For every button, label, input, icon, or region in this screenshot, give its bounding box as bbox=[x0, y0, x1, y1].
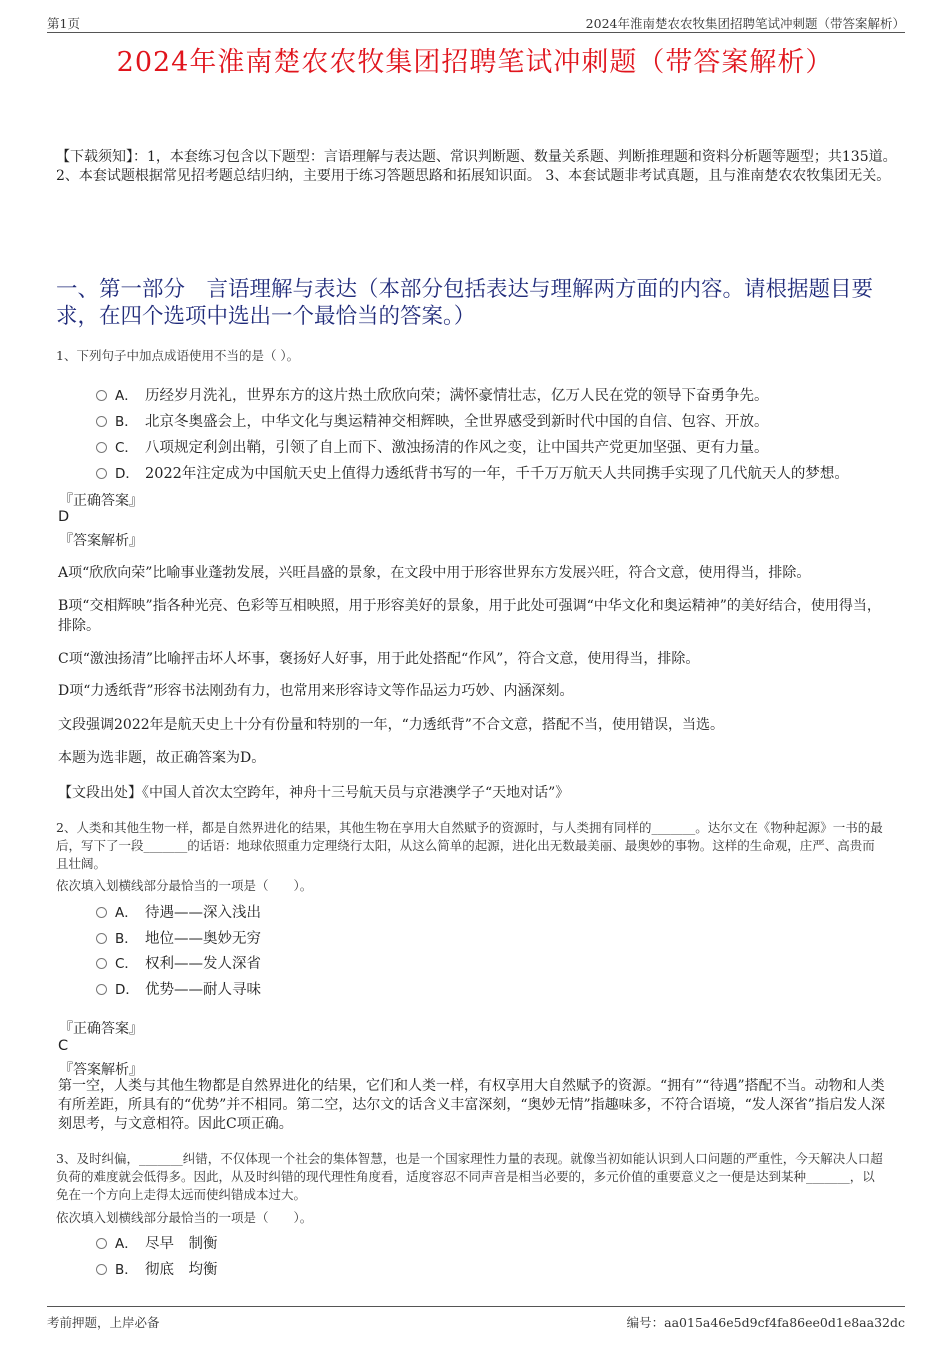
download-notice: 【下载须知】：1，本套练习包含以下题型：言语理解与表达题、常识判断题、数量关系题、判断推理题和资料分析题等题型；共135道。 2、本套试题根据常见招考题总结归纳，主要用于练习答题思路和拓展知识面。 3、本套试题非考试真题，且与淮南楚农农牧集团无关。 bbox=[56, 149, 897, 184]
option-text: 待遇——深入浅出 bbox=[145, 905, 261, 921]
option-letter: B． bbox=[115, 931, 138, 947]
q1-option-c[interactable] bbox=[96, 436, 769, 457]
q1-option-b[interactable] bbox=[96, 410, 769, 431]
option-text: 地位——奥妙无穷 bbox=[145, 931, 261, 947]
q2-option-a[interactable] bbox=[96, 901, 261, 922]
q1-source: 【文段出处】《中国人首次太空跨年，神舟十三号航天员与京港澳学子“天地对话”》 bbox=[58, 785, 570, 801]
q3-option-a[interactable] bbox=[96, 1232, 218, 1253]
radio-icon[interactable] bbox=[96, 390, 107, 401]
option-text: 北京冬奥盛会上，中华文化与奥运精神交相辉映，全世界感受到新时代中国的自信、包容、开放。 bbox=[145, 414, 769, 430]
q1-analysis-a: A项“欣欣向荣”比喻事业蓬勃发展，兴旺昌盛的景象，在文段中用于形容世界东方发展兴旺，符合文意，使用得当，排除。 bbox=[58, 565, 811, 581]
radio-icon[interactable] bbox=[96, 984, 107, 995]
option-text: 2022年注定成为中国航天史上值得力透纸背书写的一年，千千万万航天人共同携手实现了几代航天人的梦想。 bbox=[145, 466, 849, 482]
q3-option-b[interactable] bbox=[96, 1258, 218, 1279]
document-title: 2024年淮南楚农农牧集团招聘笔试冲刺题（带答案解析） bbox=[116, 47, 834, 78]
analysis-label: 『答案解析』 bbox=[59, 1062, 143, 1078]
q1-analysis-context: 文段强调2022年是航天史上十分有份量和特别的一年，“力透纸背”不合文意，搭配不当，使用错误，当选。 bbox=[58, 717, 724, 733]
q2-analysis: 第一空，人类与其他生物都是自然界进化的结果，它们和人类一样，有权享用大自然赋予的资源。“拥有”“待遇”搭配不当。动物和人类有所差距，所具有的“优势”并不相同。第二空，达尔文的话含义丰富深刻，“奥妙无情”指趣味多，不符合语境，“发人深省”指启发人深刻思考，与文意相符。因此C项正确。 bbox=[58, 1078, 885, 1132]
option-text: 权利——发人深省 bbox=[145, 956, 261, 972]
question-3-prompt: 依次填入划横线部分最恰当的一项是（ ）。 bbox=[56, 1210, 313, 1225]
option-text: 彻底 均衡 bbox=[145, 1262, 218, 1278]
option-letter: D． bbox=[115, 466, 139, 482]
analysis-label: 『答案解析』 bbox=[59, 533, 143, 549]
q1-analysis-d: D项“力透纸背”形容书法刚劲有力，也常用来形容诗文等作品运力巧妙、内涵深刻。 bbox=[58, 683, 574, 699]
question-3-stem: 3、及时纠偏，_______纠错，不仅体现一个社会的集体智慧，也是一个国家理性力量的表现。就像当初如能认识到人口问题的严重性，今天解决人口超负荷的难度就会低得多。因此，从及时纠错的现代理性角度看，适度容忍不同声音是相当必要的，多元价值的重要意义之一便是达到某种_______，以免在一个方向上走得太远而使纠错成本过大。 bbox=[56, 1151, 883, 1202]
q1-analysis-b: B项“交相辉映”指各种光亮、色彩等互相映照，用于形容美好的景象，用于此处可强调“中华文化和奥运精神”的美好结合，使用得当，排除。 bbox=[58, 598, 881, 634]
radio-icon[interactable] bbox=[96, 442, 107, 453]
q1-answer: D bbox=[58, 509, 70, 525]
option-text: 尽早 制衡 bbox=[145, 1236, 218, 1252]
radio-icon[interactable] bbox=[96, 416, 107, 427]
option-letter: A． bbox=[115, 1236, 138, 1252]
radio-icon[interactable] bbox=[96, 958, 107, 969]
page-header bbox=[47, 12, 905, 33]
option-text: 历经岁月洗礼，世界东方的这片热土欣欣向荣；满怀豪情壮志，亿万人民在党的领导下奋勇争先。 bbox=[145, 388, 769, 404]
option-letter: B． bbox=[115, 414, 138, 430]
question-1-stem: 1、下列句子中加点成语使用不当的是（ ）。 bbox=[56, 348, 300, 363]
q2-option-b[interactable] bbox=[96, 927, 261, 948]
header-doc-title: 2024年淮南楚农农牧集团招聘笔试冲刺题（带答案解析） bbox=[585, 16, 905, 31]
radio-icon[interactable] bbox=[96, 1264, 107, 1275]
section-heading: 一、第一部分 言语理解与表达（本部分包括表达与理解两方面的内容。请根据题目要求，在四个选项中选出一个最恰当的答案。） bbox=[56, 277, 874, 329]
footer-serial: 编号：aa015a46e5d9cf4fa86ee0d1e8aa32dc bbox=[626, 1315, 905, 1330]
q1-option-a[interactable] bbox=[96, 384, 769, 405]
footer-slogan: 考前押题，上岸必备 bbox=[47, 1315, 160, 1330]
correct-answer-label: 『正确答案』 bbox=[59, 493, 143, 509]
option-letter: C． bbox=[115, 956, 138, 972]
q1-analysis-c: C项“激浊扬清”比喻抨击坏人坏事，褒扬好人好事，用于此处搭配“作风”，符合文意，使用得当，排除。 bbox=[58, 651, 700, 667]
q2-option-d[interactable] bbox=[96, 978, 261, 999]
page-number: 第1页 bbox=[47, 16, 80, 31]
option-letter: A． bbox=[115, 388, 138, 404]
option-text: 优势——耐人寻味 bbox=[145, 982, 261, 998]
q2-answer: C bbox=[58, 1038, 69, 1054]
q1-analysis-conclusion: 本题为选非题，故正确答案为D。 bbox=[58, 750, 266, 766]
footer-divider bbox=[47, 1306, 905, 1307]
question-2-stem: 2、人类和其他生物一样，都是自然界进化的结果，其他生物在享用大自然赋予的资源时，与人类拥有同样的_______。达尔文在《物种起源》一书的最后，写下了一段_______的话语：地球依照重力定理绕行太阳，从这么简单的起源，进化出无数最美丽、最奥妙的事物。这样的生命观，庄严、高贵而且壮阔。 bbox=[56, 820, 883, 871]
option-letter: C． bbox=[115, 440, 138, 456]
q1-option-d[interactable] bbox=[96, 462, 849, 483]
radio-icon[interactable] bbox=[96, 468, 107, 479]
q2-option-c[interactable] bbox=[96, 952, 261, 973]
correct-answer-label: 『正确答案』 bbox=[59, 1021, 143, 1037]
question-2-prompt: 依次填入划横线部分最恰当的一项是（ ）。 bbox=[56, 878, 313, 893]
option-letter: D． bbox=[115, 982, 139, 998]
radio-icon[interactable] bbox=[96, 907, 107, 918]
option-text: 八项规定利剑出鞘，引领了自上而下、激浊扬清的作风之变，让中国共产党更加坚强、更有力量。 bbox=[145, 440, 769, 456]
option-letter: A． bbox=[115, 905, 138, 921]
radio-icon[interactable] bbox=[96, 933, 107, 944]
option-letter: B． bbox=[115, 1262, 138, 1278]
radio-icon[interactable] bbox=[96, 1238, 107, 1249]
